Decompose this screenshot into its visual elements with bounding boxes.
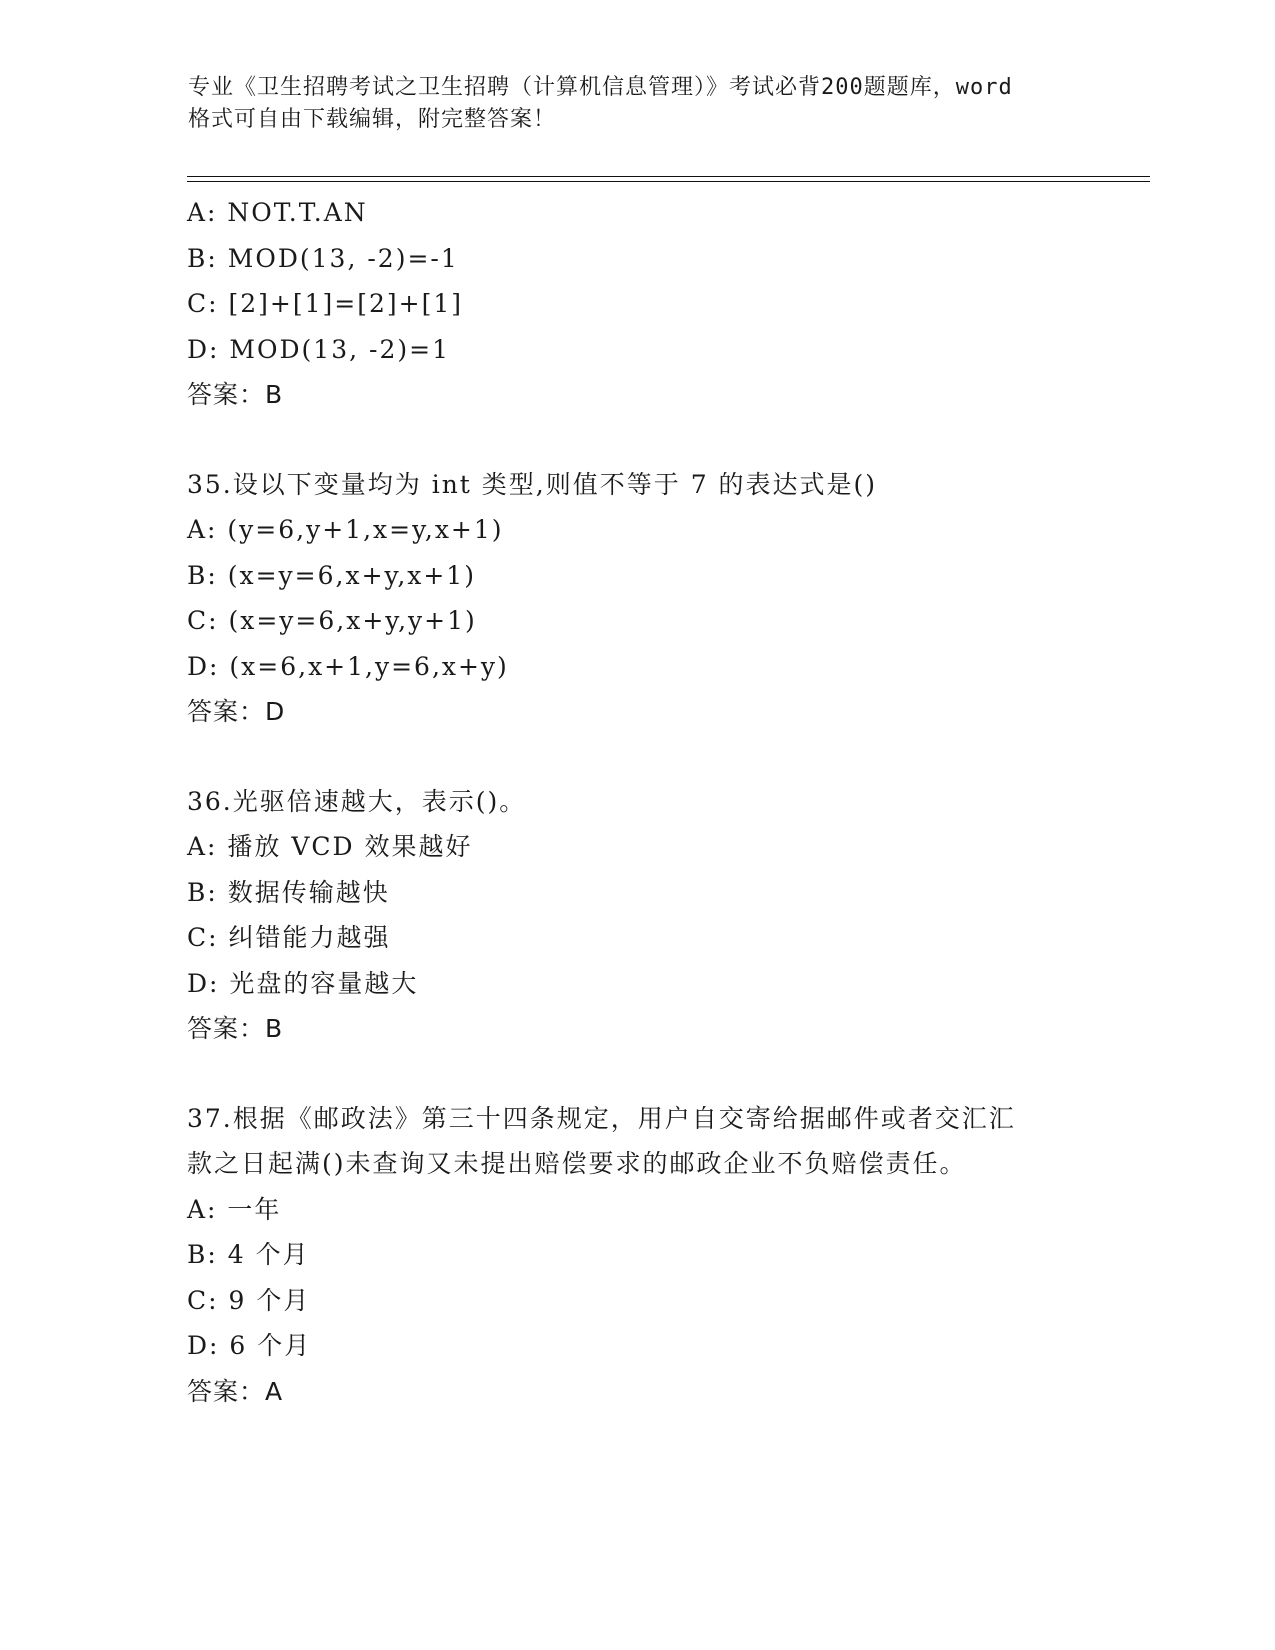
option-b: B: 数据传输越快 — [187, 877, 390, 907]
option-d: D: (x=6,x+1,y=6,x+y) — [187, 651, 509, 681]
question-text-line-2: 款之日起满()未查询又未提出赔偿要求的邮政企业不负赔偿责任。 — [187, 1149, 967, 1178]
header-line-2: 格式可自由下载编辑，附完整答案！ — [188, 107, 557, 132]
question-text-line-1: 37.根据《邮政法》第三十四条规定，用户自交寄给据邮件或者交汇汇 — [187, 1103, 1016, 1133]
option-a: A: (y=6,y+1,x=y,x+1) — [187, 515, 504, 544]
option-d: D: MOD(13, -2)=1 — [187, 334, 450, 364]
option-c: C: [2]+[1]=[2]+[1] — [187, 289, 463, 318]
question-text: 36.光驱倍速越大，表示()。 — [187, 786, 527, 816]
answer: 答案：B — [187, 1014, 284, 1043]
option-a: A: 一年 — [187, 1194, 282, 1224]
answer: 答案：B — [187, 380, 284, 409]
question-35 — [187, 462, 1087, 735]
spacer — [187, 1052, 1087, 1096]
option-b: B: 4 个月 — [187, 1240, 310, 1269]
option-c: C: 纠错能力越强 — [187, 923, 391, 952]
answer: 答案：D — [187, 697, 286, 726]
option-d: D: 光盘的容量越大 — [187, 968, 419, 998]
answer: 答案：A — [187, 1376, 284, 1406]
option-d: D: 6 个月 — [187, 1331, 312, 1360]
question-text: 35.设以下变量均为 int 类型,则值不等于 7 的表达式是() — [187, 469, 878, 499]
option-b: B: MOD(13, -2)=-1 — [187, 243, 459, 273]
document-header — [188, 72, 1088, 136]
question-37 — [187, 1096, 1087, 1415]
header-divider-bottom — [187, 181, 1150, 182]
question-34 — [187, 190, 1087, 418]
spacer — [187, 418, 1087, 462]
header-line-1: 专业《卫生招聘考试之卫生招聘（计算机信息管理）》考试必背200题题库，word — [188, 75, 1013, 100]
option-a: A: 播放 VCD 效果越好 — [187, 832, 473, 861]
option-c: C: 9 个月 — [187, 1285, 311, 1315]
option-a: A: NOT.T.AN — [187, 198, 368, 227]
option-b: B: (x=y=6,x+y,x+1) — [187, 560, 476, 590]
question-list — [187, 190, 1087, 1414]
option-c: C: (x=y=6,x+y,y+1) — [187, 606, 477, 635]
spacer — [187, 735, 1087, 779]
question-36 — [187, 779, 1087, 1052]
header-divider-top — [187, 176, 1150, 177]
